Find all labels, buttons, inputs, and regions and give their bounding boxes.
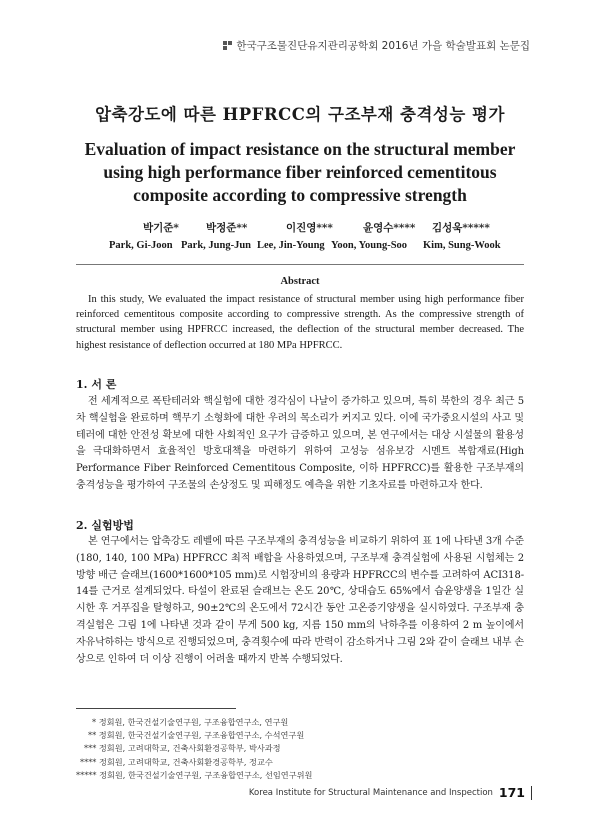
title-korean: 압축강도에 따른 HPFRCC의 구조부재 충격성능 평가 bbox=[95, 105, 505, 124]
author-en: Kim, Sung-Wook bbox=[423, 240, 501, 251]
title-english bbox=[50, 138, 550, 207]
title-english-line: composite according to compressive strength bbox=[133, 185, 467, 205]
divider bbox=[76, 264, 524, 265]
author-en: Lee, Jin-Young bbox=[257, 240, 325, 251]
footnote: ***** 정회원, 한국건설기술연구원, 구조융합연구소, 선임연구위원 bbox=[76, 769, 313, 780]
footer-bar bbox=[531, 786, 532, 800]
author-en: Yoon, Young-Soo bbox=[331, 240, 408, 251]
section-text-method: 본 연구에서는 압축강도 레벨에 따른 구조부재의 충격성능을 비교하기 위하여 표 1에 나타낸 3개 수준(180, 140, 100 MPa) HPFRCC 최적 배합을 사용하였으며, 구조부재 충격실험에 사용된 시험체는 2방향 배근 슬래브(1600*1600*105 mm)로 시험장비의 용량과 HPFRCC의 변수를 고려하여 ACI318-14를 근거로 설계되었다. 타설이 완료된 슬래브는 온도 20℃, 상대습도 65%에서 습윤양생을 1일간 실시한 후 거푸집을 탈형하고, 90±2℃의 온도에서 72시간 동안 고온증기양생을 실시하였다. 구조부재 충격실험은 그림 1에 나타낸 것과 같이 무게 500 kg, 지름 150 mm의 낙하추를 이용하여 2 m 높이에서 자유낙하하는 방식으로 진행되었으며, 충격횟수에 따라 반력이 감소하거나 그림 2와 같이 슬래브 내부 손상으로 인하여 더 이상 진행이 어려울 때까지 반복 수행되었다. bbox=[76, 536, 524, 665]
abstract-text: In this study, We evaluated the impact resistance of structural member using high performance fiber reinforced cementitous composite according to compressive strength. As the compressive strength of structural member using HPFRCC increased, the deflection of the structural member decreased. The highest resistance of deflection occurred at 180 MPa HPFRCC. bbox=[76, 294, 524, 351]
section-heading-introduction: 1. 서 론 bbox=[76, 378, 117, 391]
author-ko: 윤영수**** bbox=[363, 222, 416, 234]
abstract-title: Abstract bbox=[280, 276, 320, 287]
title-english-line: Evaluation of impact resistance on the structural member bbox=[84, 139, 516, 159]
page-footer bbox=[249, 785, 532, 800]
footnotes bbox=[76, 716, 524, 782]
bullet-icon bbox=[223, 41, 232, 50]
title-english-line: using high performance fiber reinforced cementitous bbox=[103, 162, 497, 182]
section-heading-method: 2. 실험방법 bbox=[76, 519, 134, 532]
author-en: Park, Jung-Jun bbox=[181, 240, 252, 251]
journal-name: 한국구조물진단유지관리공학회 2016년 가을 학술발표회 논문집 bbox=[236, 40, 530, 52]
author-ko: 박정준** bbox=[206, 222, 248, 234]
author-ko: 이진영*** bbox=[286, 222, 333, 234]
footnote: * 정회원, 한국건설기술연구원, 구조융합연구소, 연구원 bbox=[92, 717, 289, 727]
journal-header bbox=[223, 38, 530, 53]
author-en: Park, Gi-Joon bbox=[109, 240, 173, 251]
footnote-divider bbox=[76, 708, 236, 709]
footnote: *** 정회원, 고려대학교, 건축사회환경공학부, 박사과정 bbox=[84, 743, 281, 754]
footer-institute: Korea Institute for Structural Maintenance and Inspection bbox=[248, 787, 493, 798]
section-text-introduction: 전 세계적으로 폭탄테러와 핵실험에 대한 경각심이 나날이 증가하고 있으며, 특히 북한의 경우 최근 5차 핵실험을 완료하며 핵무기 소형화에 대한 우려의 목소리가 커지고 있다. 이에 국가중요시설의 사고 및 테러에 대한 안전성 확보에 대한 사회적인 요구가 급증하고 있으며, 본 연구에서는 대상 시설물의 활용성을 극대화하면서 효율적인 방호대책을 마련하기 위하여 고성능 섬유보강 시멘트 복합재료(High Performance Fiber Reinforced Cementitous Composite, 이하 HPFRCC)를 활용한 구조부재의 충격성능을 평가하여 구조물의 손상정도 및 피해정도 예측을 위한 기초자료를 마련하고자 한다. bbox=[76, 396, 524, 491]
page-number: 171 bbox=[498, 785, 525, 800]
author-ko: 김성욱***** bbox=[432, 222, 490, 234]
author-ko: 박기준* bbox=[143, 222, 179, 234]
footnote: **** 정회원, 고려대학교, 건축사회환경공학부, 정교수 bbox=[80, 756, 273, 767]
footnote: ** 정회원, 한국건설기술연구원, 구조융합연구소, 수석연구원 bbox=[88, 730, 305, 741]
